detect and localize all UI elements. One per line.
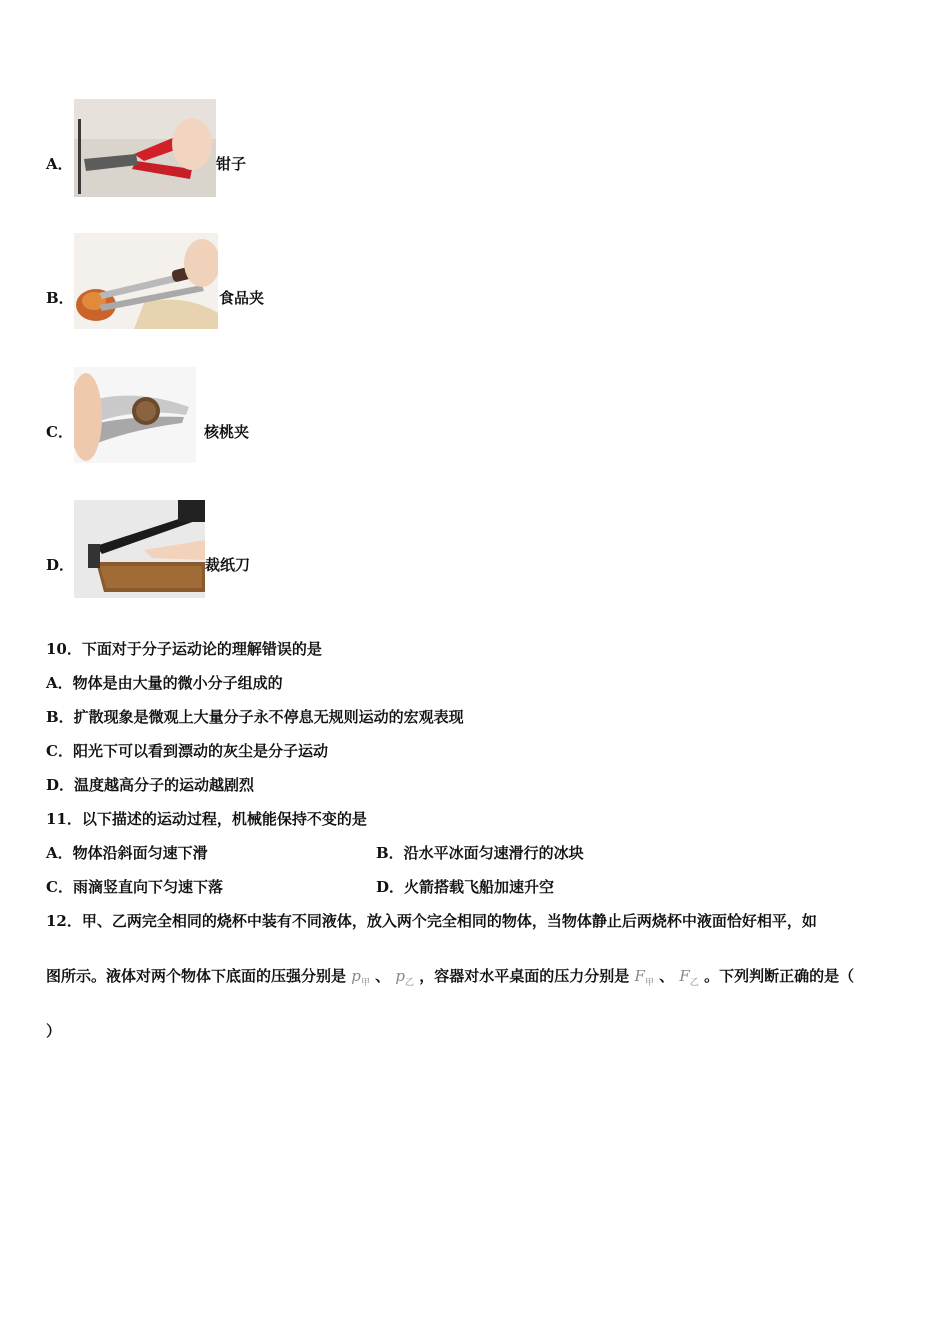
question-10-option-a: A．物体是由大量的微小分子组成的 xyxy=(46,674,283,692)
question-11-option-c: C．雨滴竖直向下匀速下落 xyxy=(46,878,223,896)
question-12-text-c: 。下列判断正确的是（ xyxy=(704,967,855,985)
option-letter: C． xyxy=(46,423,73,441)
pressure-jia-symbol: $p_甲$ xyxy=(351,967,370,988)
force-jia-symbol: $F_甲$ xyxy=(634,967,654,988)
option-label: 核桃夹 xyxy=(204,423,250,441)
question-10-option-d: D．温度越高分子的运动越剧烈 xyxy=(46,776,255,794)
question-11-option-d: D．火箭搭载飞船加速升空 xyxy=(376,878,555,896)
question-10-option-b: B．扩散现象是微观上大量分子永不停息无规则运动的宏观表现 xyxy=(46,708,464,726)
separator: 、 xyxy=(375,967,391,985)
option-label: 裁纸刀 xyxy=(205,556,251,574)
question-10-stem: 10．下面对于分子运动论的理解错误的是 xyxy=(46,640,322,658)
nutcracker-photo xyxy=(74,367,196,463)
question-11-option-a: A．物体沿斜面匀速下滑 xyxy=(46,844,208,862)
option-label: 钳子 xyxy=(216,155,247,173)
force-yi-symbol: $F_乙$ xyxy=(679,967,699,988)
paper-cutter-photo xyxy=(74,500,205,598)
separator: 、 xyxy=(659,967,675,985)
question-12-line-2 xyxy=(46,965,854,988)
question-11-option-b: B．沿水平冰面匀速滑行的冰块 xyxy=(376,844,584,862)
question-12-text-a: 图所示。液体对两个物体下底面的压强分别是 xyxy=(46,967,347,985)
question-10-option-c: C．阳光下可以看到漂动的灰尘是分子运动 xyxy=(46,742,328,760)
option-label: 食品夹 xyxy=(219,289,265,307)
food-tongs-photo xyxy=(74,233,218,329)
option-letter: A． xyxy=(46,155,73,173)
pliers-photo xyxy=(74,99,216,197)
question-12-line-1: 12．甲、乙两完全相同的烧杯中装有不同液体，放入两个完全相同的物体，当物体静止后两烧杯中液面恰好相平，如 xyxy=(46,912,817,930)
question-12-text-b: ，容器对水平桌面的压力分别是 xyxy=(419,967,630,985)
option-letter: B． xyxy=(46,289,74,307)
option-letter: D． xyxy=(46,556,75,574)
question-12-line-3: ） xyxy=(46,1022,62,1040)
pressure-yi-symbol: $p_乙$ xyxy=(395,967,414,988)
question-11-stem: 11．以下描述的运动过程，机械能保持不变的是 xyxy=(46,810,367,828)
